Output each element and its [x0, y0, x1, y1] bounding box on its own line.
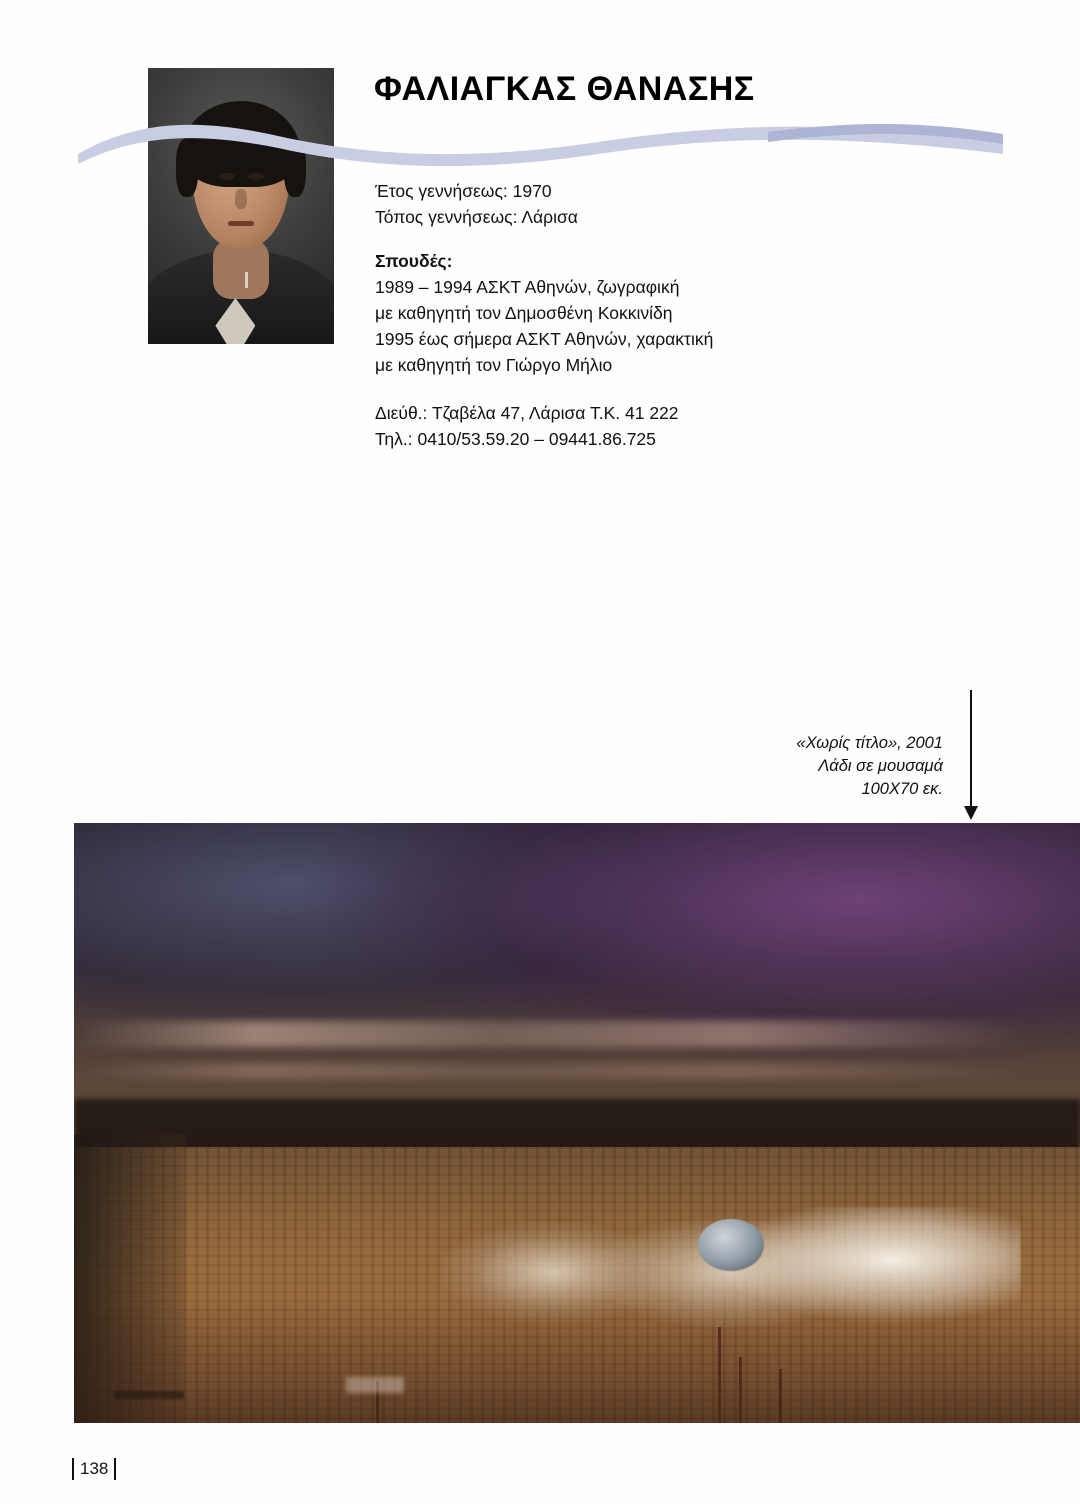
address-line: Διεύθ.: Τζαβέλα 47, Λάρισα Τ.Κ. 41 222: [375, 403, 679, 423]
decorative-wave-divider: [78, 110, 1003, 170]
artwork-caption-title: «Χωρίς τίτλο», 2001: [796, 734, 943, 752]
artwork-light-smudge: [346, 1377, 404, 1393]
studies-line: με καθηγητή τον Δημοσθένη Κοκκινίδη: [375, 303, 673, 323]
page-number: 138: [72, 1458, 116, 1480]
phone-line: Τηλ.: 0410/53.59.20 – 09441.86.725: [375, 429, 656, 449]
artwork-paint-drip: [718, 1327, 721, 1423]
artist-name-title: ΦΑΛΙΑΓΚΑΣ ΘΑΝΑΣΗΣ: [374, 70, 755, 108]
studies-line: 1995 έως σήμερα ΑΣΚΤ Αθηνών, χαρακτική: [375, 329, 714, 349]
portrait-nose: [235, 189, 247, 209]
studies-line: με καθηγητή τον Γιώργο Μήλιο: [375, 355, 613, 375]
portrait-eye-left: [219, 173, 235, 180]
birth-place-line: Τόπος γεννήσεως: Λάρισα: [375, 207, 578, 227]
caption-pointer-arrow-icon: [964, 806, 978, 820]
artwork-caption: [796, 732, 943, 801]
artwork-paint-drip: [779, 1369, 782, 1423]
portrait-necklace: [245, 272, 248, 288]
studies-heading: Σπουδές:: [375, 251, 453, 271]
artwork-paint-wash: [74, 1147, 1080, 1423]
artist-bio-block: [375, 178, 935, 452]
artwork-cloud-band: [74, 1063, 1080, 1079]
artwork-cloud-band: [74, 1021, 1080, 1047]
studies-line: 1989 – 1994 ΑΣΚΤ Αθηνών, ζωγραφική: [375, 277, 680, 297]
artwork-signature: [114, 1391, 184, 1399]
birth-year-line: Έτος γεννήσεως: 1970: [375, 181, 552, 201]
artwork-caption-medium: Λάδι σε μουσαμά: [818, 757, 943, 775]
caption-pointer-line: [970, 690, 972, 810]
artwork-image: [74, 823, 1080, 1423]
portrait-mouth: [228, 221, 254, 226]
artwork-caption-size: 100Χ70 εκ.: [861, 780, 943, 798]
artwork-paint-drip: [739, 1357, 742, 1423]
